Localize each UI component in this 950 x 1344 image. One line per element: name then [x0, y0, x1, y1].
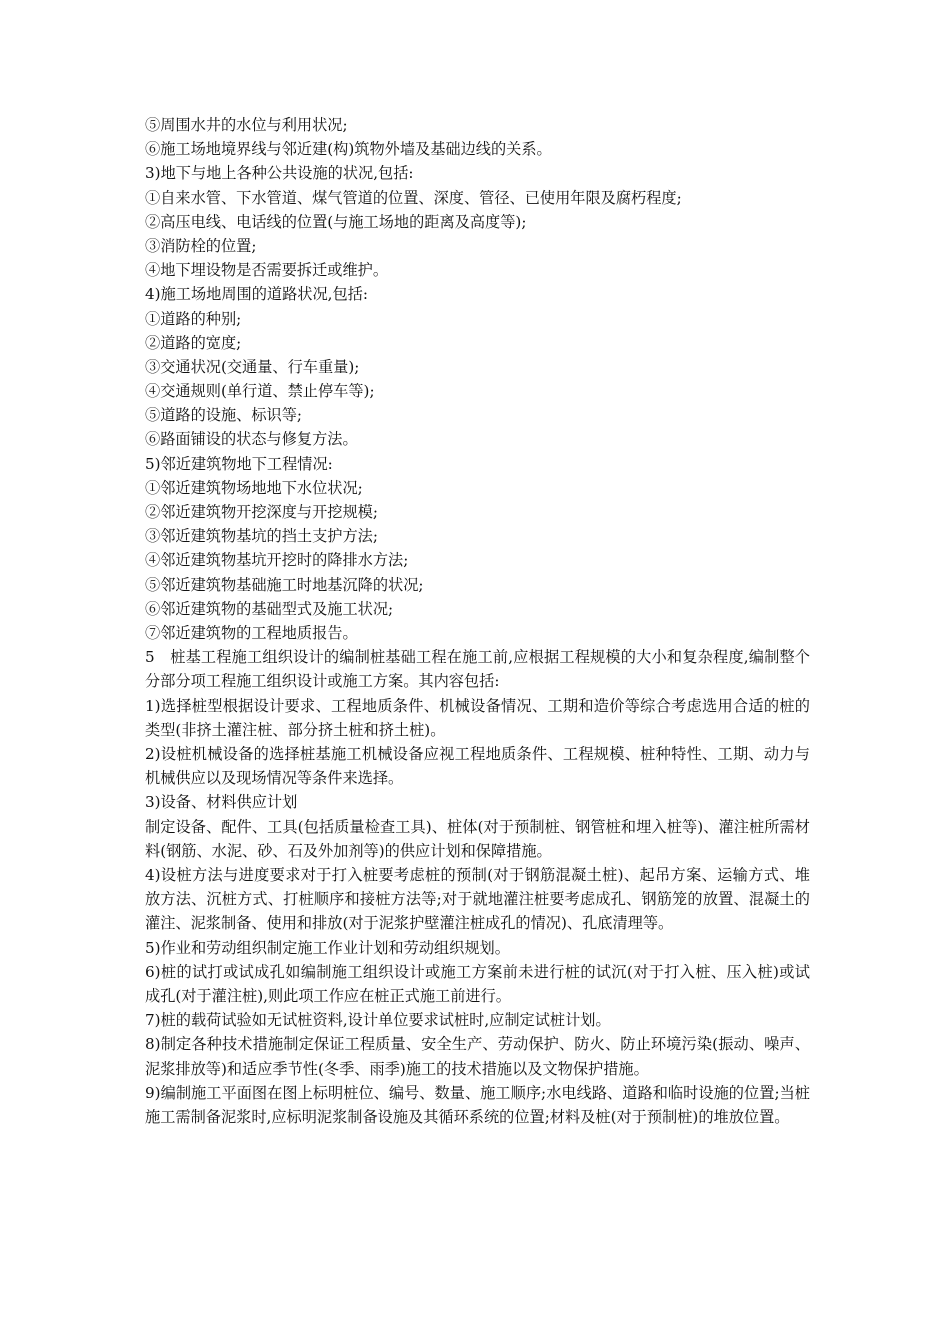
- text-line: ②高压电线、电话线的位置(与施工场地的距离及高度等);: [145, 212, 527, 231]
- text-line: ⑦邻近建筑物的工程地质报告。: [145, 623, 358, 642]
- text-line: ⑤道路的设施、标识等;: [145, 406, 302, 425]
- text-line: ④地下埋设物是否需要拆迁或维护。: [145, 261, 388, 280]
- paragraph-site-plan: 9)编制施工平面图在图上标明桩位、编号、数量、施工顺序;水电线路、道路和临时设施的位置;当桩施工需制备泥浆时,应标明泥浆制备设施及其循环系统的位置;材料及桩(对于预制桩)的堆放位置。: [145, 1083, 810, 1126]
- text-line: ①邻近建筑物场地地下水位状况;: [145, 478, 363, 497]
- document-page: [145, 113, 810, 1129]
- section-heading: 4)施工场地周围的道路状况,包括:: [145, 285, 368, 304]
- text-line: ④邻近建筑物基坑开挖时的降排水方法;: [145, 551, 409, 570]
- text-line: ⑥施工场地境界线与邻近建(构)筑物外墙及基础边线的关系。: [145, 140, 552, 159]
- paragraph-load-test: 7)桩的载荷试验如无试桩资料,设计单位要求试桩时,应制定试桩计划。: [145, 1011, 611, 1030]
- text-line: ⑤周围水井的水位与利用状况;: [145, 116, 348, 134]
- paragraph-supply-plan: 制定设备、配件、工具(包括质量检查工具)、桩体(对于预制桩、钢管桩和埋入桩等)、灌注桩所需材料(钢筋、水泥、砂、石及外加剂等)的供应计划和保障措施。: [145, 817, 810, 860]
- paragraph-labor-organization: 5)作业和劳动组织制定施工作业计划和劳动组织规划。: [145, 938, 510, 957]
- text-line: ①道路的种别;: [145, 309, 242, 328]
- text-line: ⑥邻近建筑物的基础型式及施工状况;: [145, 599, 394, 618]
- text-line: ③消防栓的位置;: [145, 236, 257, 255]
- paragraph-trial-piling: 6)桩的试打或试成孔如编制施工组织设计或施工方案前未进行桩的试沉(对于打入桩、压入桩)或试成孔(对于灌注桩),则此项工作应在桩正式施工前进行。: [145, 962, 810, 1005]
- paragraph-section-5: 5 桩基工程施工组织设计的编制桩基础工程在施工前,应根据工程规模的大小和复杂程度,编制整个分部分项工程施工组织设计或施工方案。其内容包括:: [145, 648, 810, 691]
- text-line: ⑤邻近建筑物基础施工时地基沉降的状况;: [145, 575, 424, 594]
- paragraph-technical-measures: 8)制定各种技术措施制定保证工程质量、安全生产、劳动保护、防火、防止环境污染(振动、噪声、泥浆排放等)和适应季节性(冬季、雨季)施工的技术措施以及文物保护措施。: [145, 1035, 810, 1078]
- text-line: ③邻近建筑物基坑的挡土支护方法;: [145, 527, 378, 546]
- paragraph-supply-plan-heading: 3)设备、材料供应计划: [145, 793, 298, 812]
- text-line: ⑥路面铺设的状态与修复方法。: [145, 430, 358, 449]
- text-line: ②邻近建筑物开挖深度与开挖规模;: [145, 503, 378, 521]
- section-heading: 3)地下与地上各种公共设施的状况,包括:: [145, 164, 414, 183]
- text-line: ③交通状况(交通量、行车重量);: [145, 357, 360, 376]
- text-line: ②道路的宽度;: [145, 333, 242, 352]
- section-heading: 5)邻近建筑物地下工程情况:: [145, 454, 333, 473]
- text-line: ④交通规则(单行道、禁止停车等);: [145, 382, 375, 401]
- paragraph-pile-method: 4)设桩方法与进度要求对于打入桩要考虑桩的预制(对于钢筋混凝土桩)、起吊方案、运输方式、堆放方法、沉桩方式、打桩顺序和接桩方法等;对于就地灌注桩要考虑成孔、钢筋笼的放置、混凝土的灌注、泥浆制备、使用和排放(对于泥浆护壁灌注桩成孔的情况)、孔底清理等。: [145, 865, 810, 933]
- text-line: ①自来水管、下水管道、煤气管道的位置、深度、管径、已使用年限及腐朽程度;: [145, 188, 682, 207]
- paragraph-equipment-selection: 2)设桩机械设备的选择桩基施工机械设备应视工程地质条件、工程规模、桩种特性、工期、动力与机械供应以及现场情况等条件来选择。: [145, 744, 810, 788]
- paragraph-pile-type: 1)选择桩型根据设计要求、工程地质条件、机械设备情况、工期和造价等综合考虑选用合适的桩的类型(非挤土灌注桩、部分挤土桩和挤土桩)。: [145, 696, 810, 739]
